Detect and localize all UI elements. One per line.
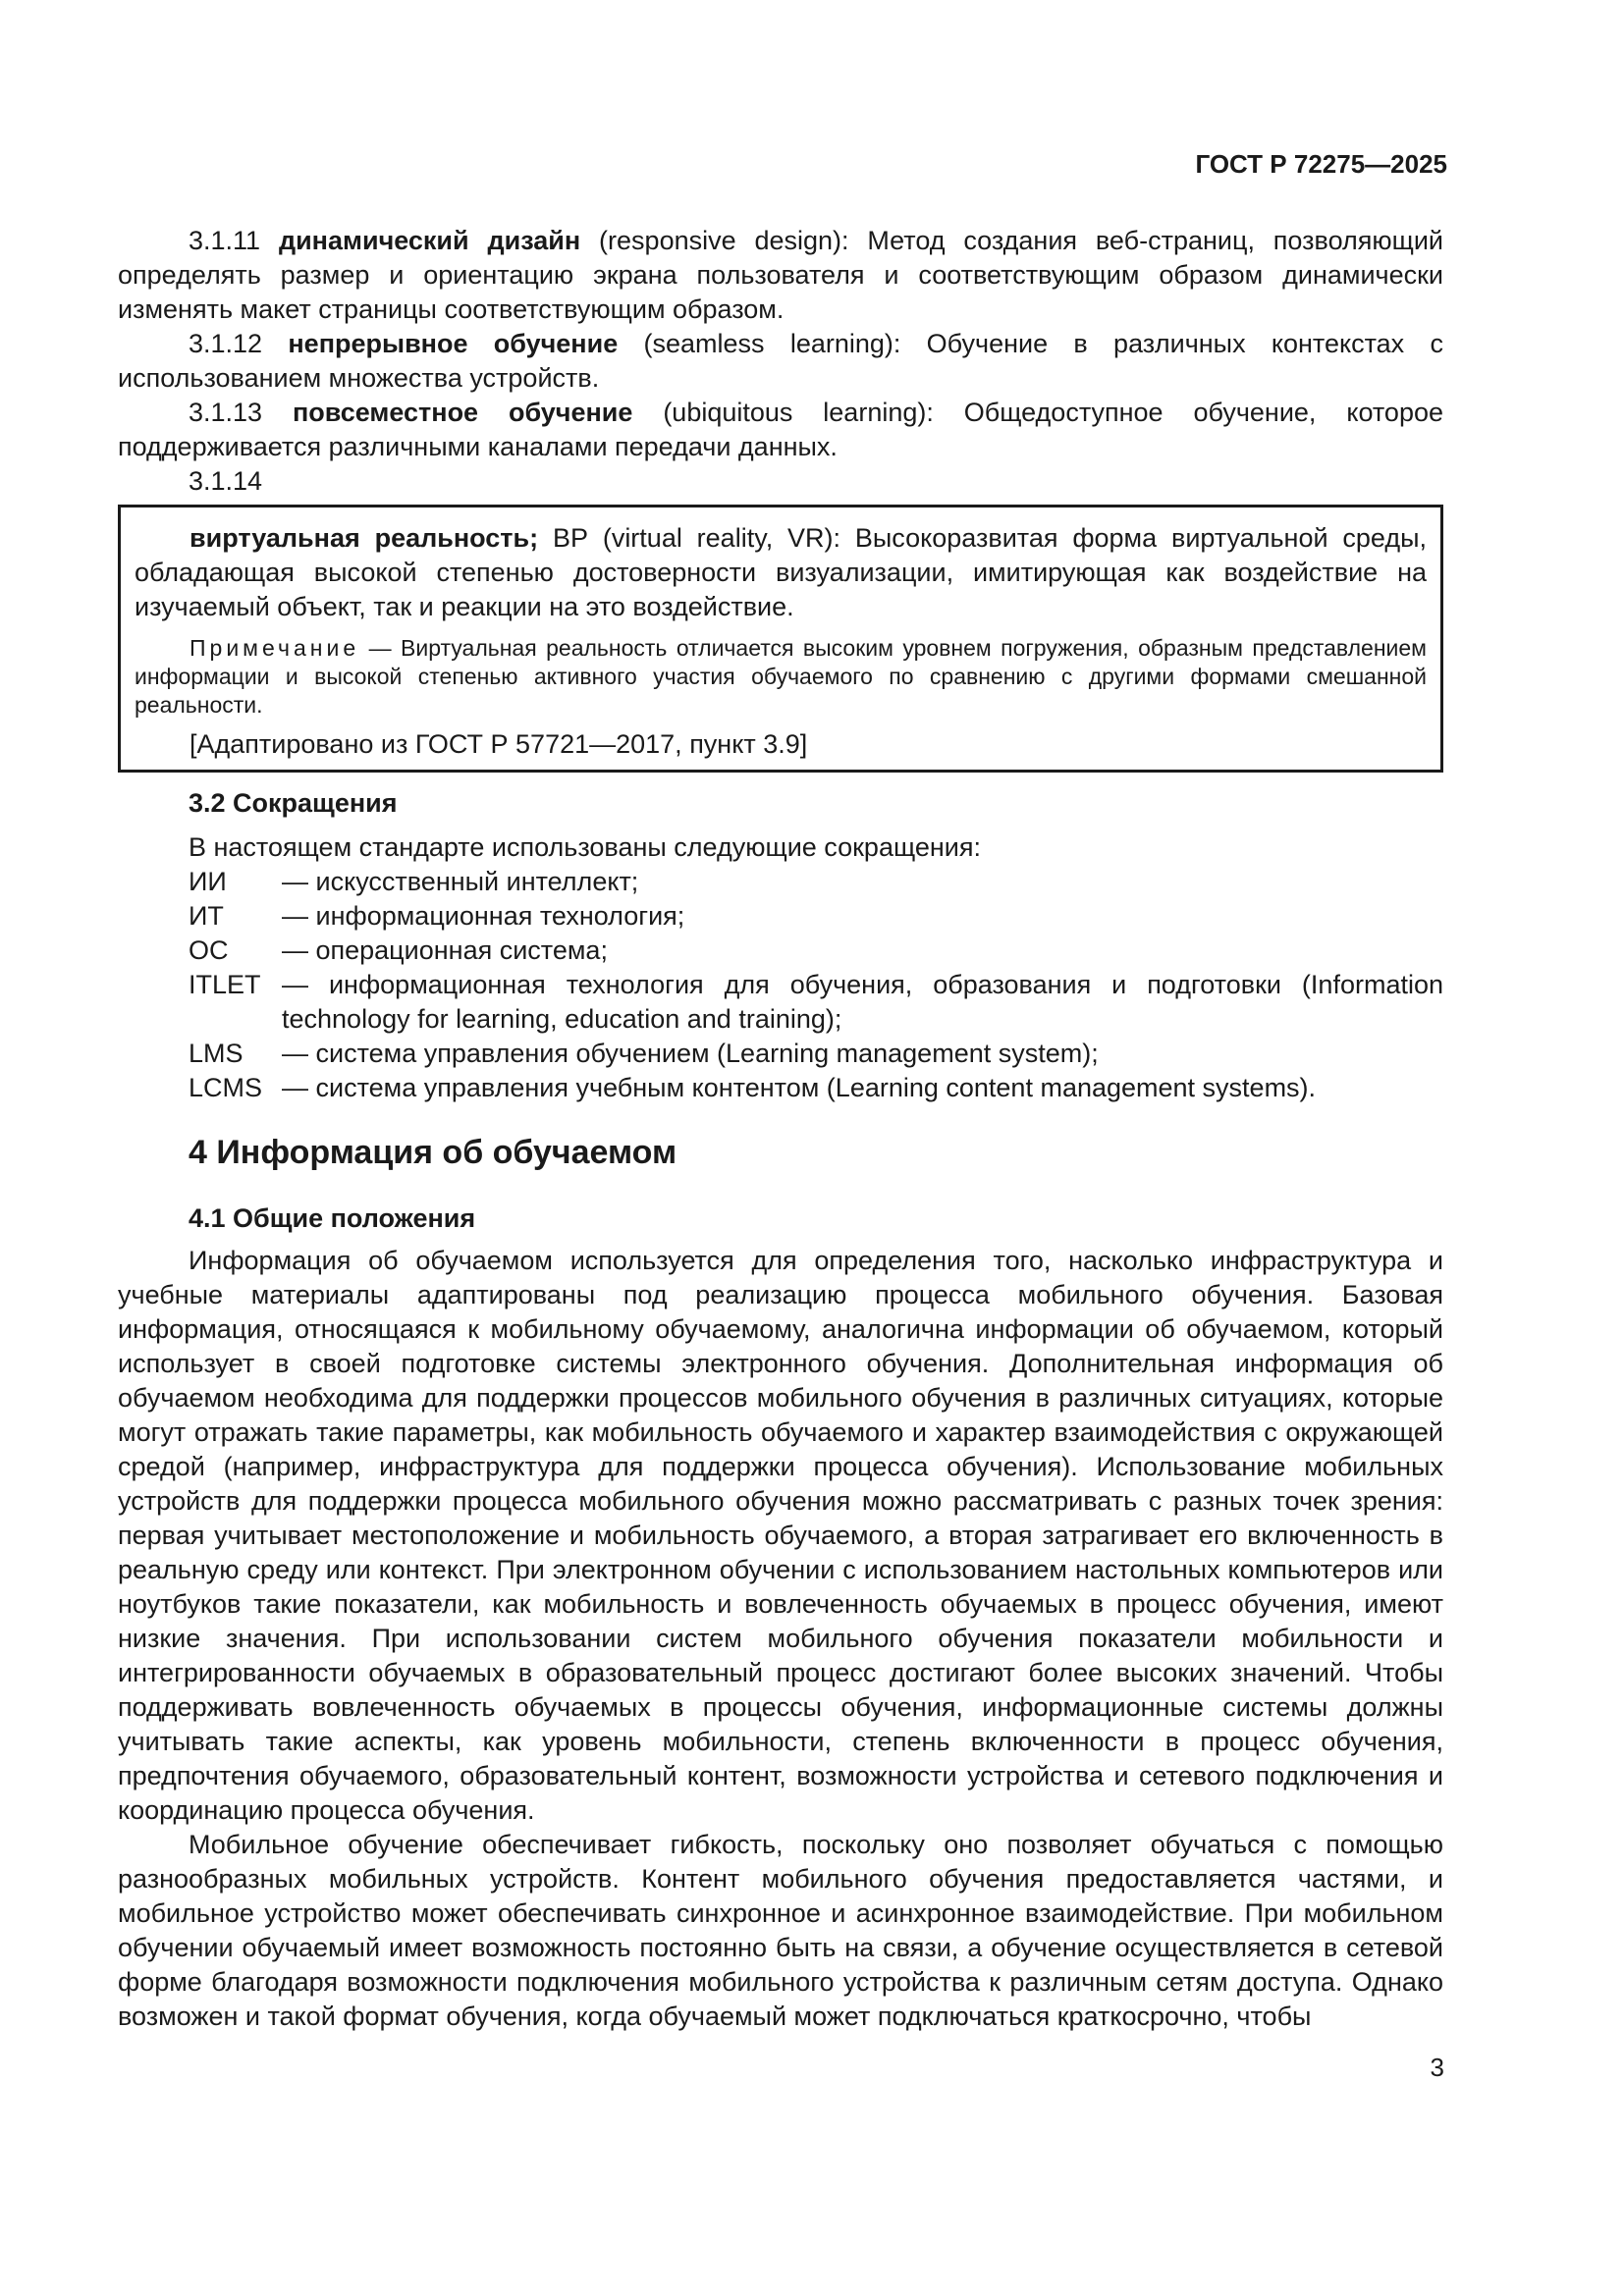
abbreviation: ITLET [189, 970, 261, 999]
page-content [118, 224, 1443, 2034]
term-number: 3.1.11 [189, 226, 261, 255]
section-4-1-heading: 4.1 Общие положения [189, 1203, 476, 1233]
abbreviation: ИИ [189, 867, 227, 896]
abbreviation: LCMS [189, 1073, 263, 1102]
term-title: динамический дизайн [278, 226, 581, 255]
note-label: Примечание [189, 635, 360, 661]
abbreviation-item [189, 899, 1443, 934]
term-3-1-12 [118, 327, 1443, 396]
term-definition: ВР (virtual reality, VR): Высокоразвитая форма виртуальной среды, обладающая высокой степенью достоверности визуализации, имитирующая как воздействие на изучаемый объект, так и реакции на это воздействие. [135, 523, 1427, 621]
term-definition: (seamless learning): Обучение в различных контекстах с использованием множества устройств. [118, 329, 1443, 393]
abbreviation-definition: — система управления обучением (Learning management system); [282, 1039, 1099, 1068]
abbreviation-definition: — система управления учебным контентом (Learning content management systems). [282, 1073, 1317, 1102]
abbreviation: LMS [189, 1039, 244, 1068]
term-3-1-14-box [118, 505, 1443, 773]
term-definition: (responsive design): Метод создания веб-страниц, позволяющий определять размер и ориентацию экрана пользователя и соответствующим образом динамически изменять макет страницы соответствующим образом. [118, 226, 1443, 324]
note-text: — Виртуальная реальность отличается высоким уровнем погружения, образным представлением информации и высокой степенью активного участия обучаемого по сравнению с другими формами смешанной реальности. [135, 635, 1427, 718]
term-definition: (ubiquitous learning): Общедоступное обучение, которое поддерживается различными каналами передачи данных. [118, 398, 1443, 461]
term-number: 3.1.12 [189, 329, 263, 358]
abbreviation: ОС [189, 935, 229, 965]
abbreviation: ИТ [189, 901, 224, 931]
abbreviation-item [189, 865, 1443, 899]
term-3-1-11 [118, 224, 1443, 327]
term-title: повсеместное обучение [292, 398, 633, 427]
term-title: виртуальная реальность; [189, 523, 539, 553]
term-3-1-14-definition [135, 521, 1427, 624]
section-4-1-paragraph-2: Мобильное обучение обеспечивает гибкость, поскольку оно позволяет обучаться с помощью разнообразных мобильных устройств. Контент мобильного обучения предоставляется частями, и мобильное устройство может обеспечивать синхронное и асинхронное взаимодействие. При мобильном обучении обучаемый имеет возможность постоянно быть на связи, а обучение осуществляется в сетевой форме благодаря возможности подключения мобильного устройства к различным сетям доступа. Однако возможен и такой формат обучения, когда обучаемый может подключаться краткосрочно, чтобы [118, 1830, 1443, 2031]
abbreviation-item [189, 1071, 1443, 1105]
section-4-heading: 4 Информация об обучаемом [189, 1134, 677, 1171]
page-number: 3 [1430, 2053, 1444, 2082]
term-3-1-14-number: 3.1.14 [189, 466, 263, 496]
abbreviation-item [189, 1037, 1443, 1071]
abbreviation-definition: — информационная технология; [282, 901, 685, 931]
term-number: 3.1.13 [189, 398, 263, 427]
abbreviation-item [189, 968, 1443, 1037]
document-id-header: ГОСТ Р 72275—2025 [1195, 149, 1447, 179]
abbreviations-heading: 3.2 Сокращения [189, 788, 398, 818]
abbreviation-item [189, 934, 1443, 968]
abbreviations-lead: В настоящем стандарте использованы следующие сокращения: [189, 832, 982, 862]
section-4-1-paragraph-1: Информация об обучаемом используется для определения того, насколько инфраструктура и учебные материалы адаптированы под реализацию процесса мобильного обучения. Базовая информация, относящаяся к мобильному обучаемому, аналогична информации об обучаемом, который использует в своей подготовке системы электронного обучения. Дополнительная информация об обучаемом необходима для поддержки процессов мобильного обучения в различных ситуациях, которые могут отражать такие параметры, как мобильность обучаемого и характер взаимодействия с окружающей средой (например, инфраструктура для поддержки процесса обучения). Использование мобильных устройств для поддержки процесса мобильного обучения можно рассматривать с разных точек зрения: первая учитывает местоположение и мобильность обучаемого, а вторая затрагивает его включенность в реальную среду или контекст. При электронном обучении с использованием настольных компьютеров или ноутбуков такие показатели, как мобильность и вовлеченность обучаемых в процесс обучения, имеют низкие значения. При использовании систем мобильного обучения показатели мобильности и интегрированности обучаемых в образовательный процесс достигают более высоких значений. Чтобы поддерживать вовлеченность обучаемых в процессы обучения, информационные системы должны учитывать такие аспекты, как уровень мобильности, степень включенности в процесс обучения, предпочтения обучаемого, образовательный контент, возможности устройства и сетевого подключения и координацию процесса обучения. [118, 1246, 1443, 1825]
term-note [135, 634, 1427, 720]
term-3-1-13 [118, 396, 1443, 464]
adapted-source: [Адаптировано из ГОСТ Р 57721—2017, пункт 3.9] [189, 729, 808, 759]
term-title: непрерывное обучение [288, 329, 619, 358]
abbreviations-list [118, 865, 1443, 1105]
abbreviation-definition: — операционная система; [282, 935, 608, 965]
abbreviation-definition: — искусственный интеллект; [282, 867, 639, 896]
abbreviation-definition: — информационная технология для обучения, образования и подготовки (Information technology for learning, education and training); [282, 970, 1443, 1034]
